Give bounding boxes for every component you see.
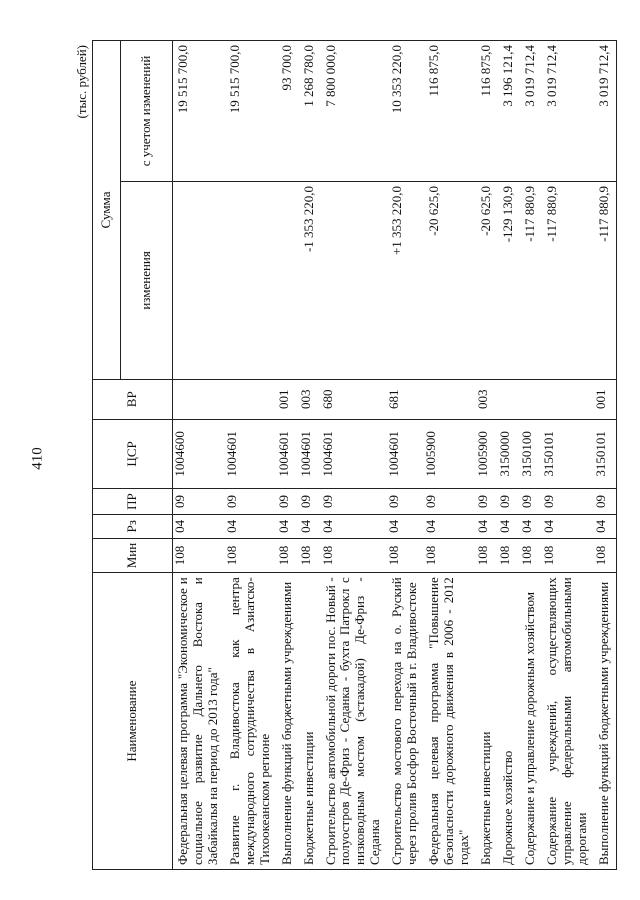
row-pr: 09: [387, 489, 424, 515]
header-csr: ЦСР: [93, 419, 173, 489]
row-total: 7 800 000,0: [321, 41, 388, 182]
row-name: Дорожное хозяйство: [498, 573, 520, 870]
row-vr: [225, 379, 277, 419]
table-row: [476, 41, 498, 870]
row-rz: 04: [299, 514, 321, 538]
table-row: [498, 41, 520, 870]
row-name: Строительство мостового перехода на о. Руский через пролив Босфор Восточный в г. Владивостоке: [387, 573, 424, 870]
row-min: 108: [542, 538, 594, 572]
row-min: 108: [321, 538, 388, 572]
row-min: 108: [173, 538, 225, 572]
row-csr: 1004601: [277, 419, 299, 489]
rotated-page-content: [72, 40, 611, 870]
table-row: [321, 41, 388, 870]
row-pr: 09: [424, 489, 476, 515]
row-csr: 1004600: [173, 419, 225, 489]
row-csr: 1004601: [321, 419, 388, 489]
row-vr: [542, 379, 594, 419]
row-min: 108: [520, 538, 542, 572]
row-name: Строительство автомобильной дороги пос. Новый - полуостров Де-Фриз - Седанка - бухта Патрокл с низководным мостом (эстакадой) Де-Фриз - Седанка: [321, 573, 388, 870]
row-change: [225, 181, 277, 379]
row-vr: 001: [594, 379, 616, 419]
header-change: изменения: [121, 181, 173, 379]
row-vr: 681: [387, 379, 424, 419]
row-min: 108: [387, 538, 424, 572]
table-row: [424, 41, 476, 870]
row-min: 108: [594, 538, 616, 572]
row-change: -117 880,9: [520, 181, 542, 379]
row-change: -129 130,9: [498, 181, 520, 379]
row-csr: 3150101: [594, 419, 616, 489]
row-rz: 04: [542, 514, 594, 538]
row-rz: 04: [173, 514, 225, 538]
row-change: -117 880,9: [542, 181, 594, 379]
row-total: 93 700,0: [277, 41, 299, 182]
header-vr: ВР: [93, 379, 173, 419]
row-rz: 04: [225, 514, 277, 538]
row-pr: 09: [277, 489, 299, 515]
table-row: [594, 41, 616, 870]
row-name: Федеральная целевая программа "Повышение безопасности дорожного движения в 2006 - 2012 годах": [424, 573, 476, 870]
row-name: Развитие г. Владивостока как центра международного сотрудничества в Азиатско-Тихоокеанском регионе: [225, 573, 277, 870]
table-header: [93, 41, 173, 870]
row-pr: 09: [498, 489, 520, 515]
row-change: [173, 181, 225, 379]
row-csr: 3150101: [542, 419, 594, 489]
row-total: 1 268 780,0: [299, 41, 321, 182]
row-change: -20 625,0: [476, 181, 498, 379]
units-note: (тыс. рублей): [74, 45, 89, 119]
table-row: [225, 41, 277, 870]
row-pr: 09: [321, 489, 388, 515]
row-total: 116 875,0: [424, 41, 476, 182]
budget-table: [92, 40, 617, 870]
row-name: Федеральная целевая программа "Экономическое и социальное развитие Дальнего Востока и Забайкалья на период до 2013 года": [173, 573, 225, 870]
row-vr: [424, 379, 476, 419]
row-total: 3 019 712,4: [542, 41, 594, 182]
row-vr: 003: [476, 379, 498, 419]
row-vr: [520, 379, 542, 419]
row-rz: 04: [476, 514, 498, 538]
table-row: [542, 41, 594, 870]
row-csr: 1004601: [299, 419, 321, 489]
row-name: Выполнение функций бюджетными учреждениями: [277, 573, 299, 870]
row-min: 108: [299, 538, 321, 572]
row-total: 19 515 700,0: [225, 41, 277, 182]
row-change: -20 625,0: [424, 181, 476, 379]
row-min: 108: [277, 538, 299, 572]
header-pr: ПР: [93, 489, 173, 515]
row-name: Бюджетные инвестиции: [299, 573, 321, 870]
row-rz: 04: [520, 514, 542, 538]
header-name: Наименование: [93, 573, 173, 870]
row-rz: 04: [424, 514, 476, 538]
row-pr: 09: [173, 489, 225, 515]
header-with-changes: с учетом изменений: [121, 41, 173, 182]
header-sum: Сумма: [93, 41, 121, 380]
table-row: [387, 41, 424, 870]
row-pr: 09: [476, 489, 498, 515]
row-change: [321, 181, 388, 379]
row-csr: 3150000: [498, 419, 520, 489]
row-pr: 09: [299, 489, 321, 515]
row-csr: 1004601: [225, 419, 277, 489]
row-pr: 09: [225, 489, 277, 515]
row-csr: 3150100: [520, 419, 542, 489]
row-vr: [173, 379, 225, 419]
row-min: 108: [476, 538, 498, 572]
row-rz: 04: [498, 514, 520, 538]
row-total: 3 019 712,4: [520, 41, 542, 182]
row-change: [277, 181, 299, 379]
page-number: 410: [29, 447, 46, 470]
row-pr: 09: [542, 489, 594, 515]
header-min: Мин: [93, 538, 173, 572]
table-row: [299, 41, 321, 870]
row-min: 108: [498, 538, 520, 572]
row-vr: 003: [299, 379, 321, 419]
row-pr: 09: [520, 489, 542, 515]
row-rz: 04: [277, 514, 299, 538]
row-change: +1 353 220,0: [387, 181, 424, 379]
table-body: [173, 41, 617, 870]
row-total: 3 019 712,4: [594, 41, 616, 182]
row-name: Содержание учреждений, осуществляющих управление федеральными автомобильными дорогами: [542, 573, 594, 870]
row-total: 116 875,0: [476, 41, 498, 182]
row-name: Бюджетные инвестиции: [476, 573, 498, 870]
table-row: [173, 41, 225, 870]
row-rz: 04: [594, 514, 616, 538]
header-rz: Рз: [93, 514, 173, 538]
row-csr: 1004601: [387, 419, 424, 489]
row-total: 19 515 700,0: [173, 41, 225, 182]
row-total: 3 196 121,4: [498, 41, 520, 182]
row-csr: 1005900: [424, 419, 476, 489]
table-row: [520, 41, 542, 870]
row-vr: [498, 379, 520, 419]
row-rz: 04: [321, 514, 388, 538]
row-change: -117 880,9: [594, 181, 616, 379]
row-change: -1 353 220,0: [299, 181, 321, 379]
row-min: 108: [225, 538, 277, 572]
row-csr: 1005900: [476, 419, 498, 489]
row-vr: 001: [277, 379, 299, 419]
row-name: Содержание и управление дорожным хозяйством: [520, 573, 542, 870]
row-vr: 680: [321, 379, 388, 419]
row-name: Выполнение функций бюджетными учреждениями: [594, 573, 616, 870]
table-row: [277, 41, 299, 870]
row-pr: 09: [594, 489, 616, 515]
row-rz: 04: [387, 514, 424, 538]
row-total: 10 353 220,0: [387, 41, 424, 182]
row-min: 108: [424, 538, 476, 572]
